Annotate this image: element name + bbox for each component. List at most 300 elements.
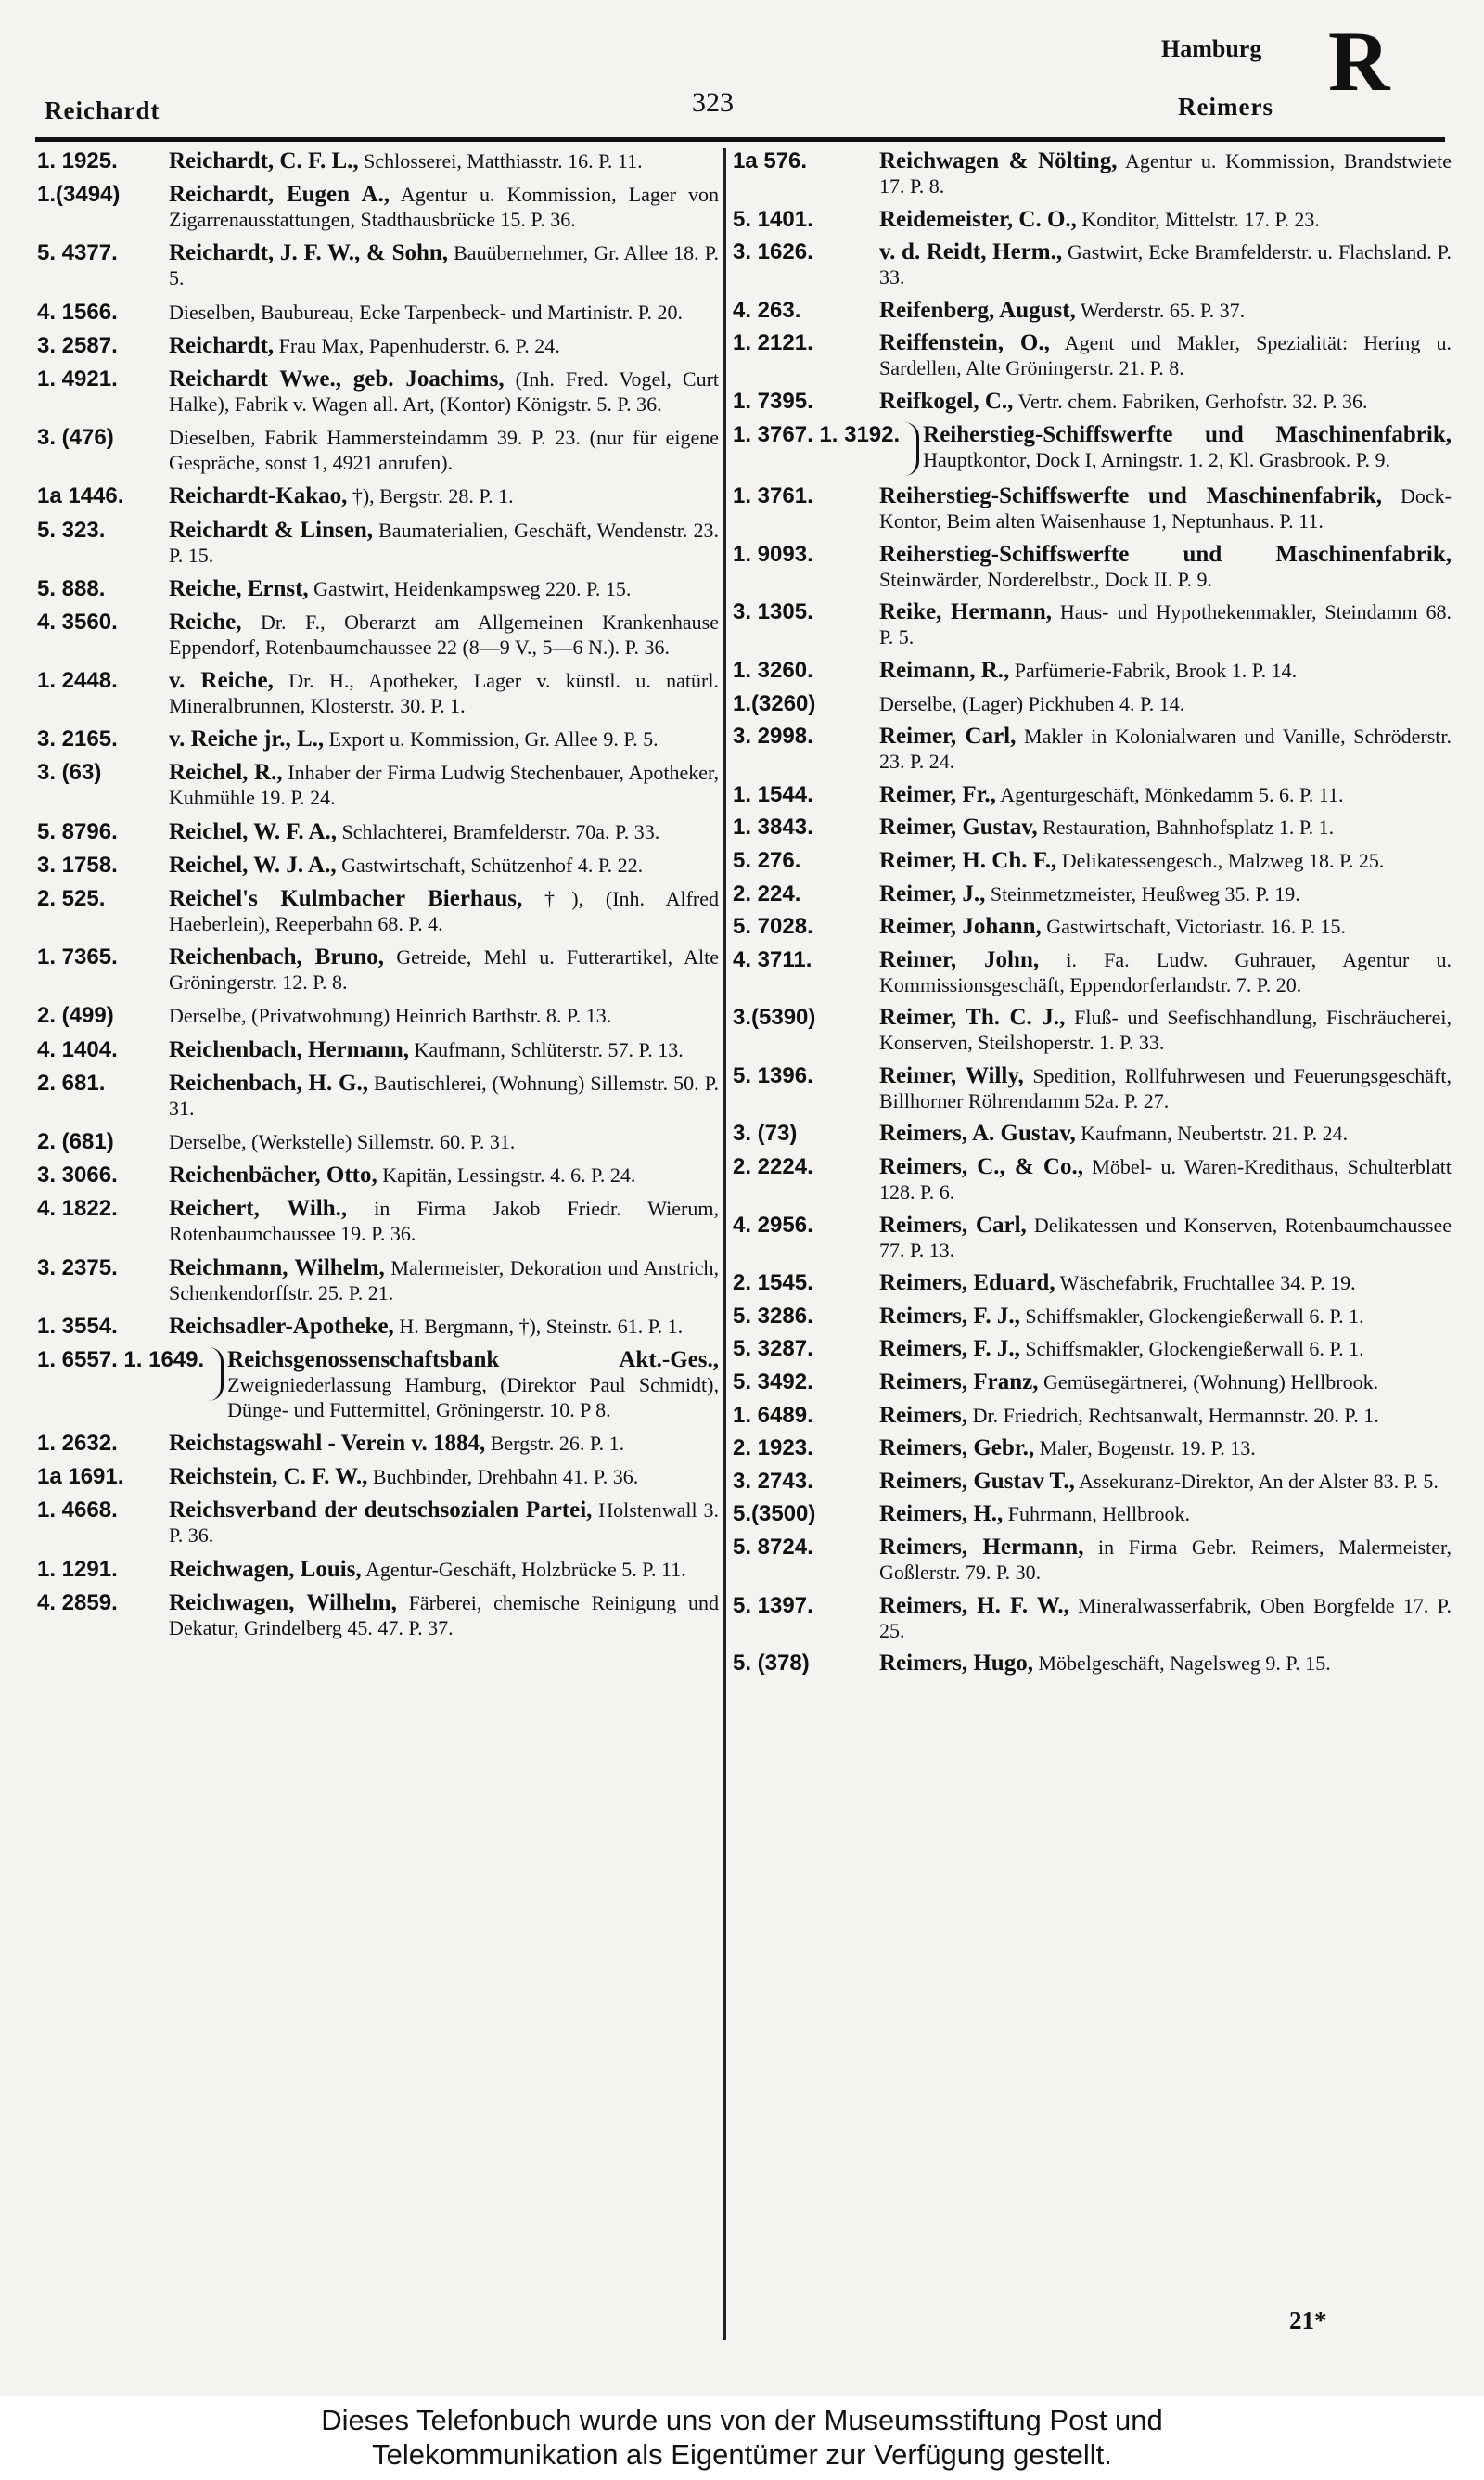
phone-number: 2. 1545.	[733, 1270, 813, 1296]
entry-name: Reifenberg, August,	[879, 297, 1076, 323]
entry-details: Kaufmann, Schlüterstr. 57. P. 13.	[409, 1037, 684, 1061]
footer-line-2: Telekommunikation als Eigentümer zur Verfügung gestellt.	[372, 2438, 1112, 2471]
phone-number: 3. 2375.	[37, 1254, 118, 1280]
entry-details: Holstenwall 3. P. 36.	[169, 1498, 719, 1548]
phone-number: 5. 3492.	[733, 1369, 813, 1395]
entry-details: Wäschefabrik, Fruchtallee 34. P. 19.	[1055, 1271, 1356, 1295]
entry-text	[879, 483, 1452, 533]
entry-name: Reichenbach, Bruno,	[169, 944, 385, 970]
directory-entry	[37, 819, 719, 844]
directory-entry	[733, 1270, 1452, 1295]
entry-text	[169, 1129, 719, 1154]
entry-text	[169, 1196, 719, 1246]
entry-text	[879, 239, 1452, 289]
entry-name: Reichel, R.,	[169, 760, 283, 786]
entry-name: Reichel, W. J. A.,	[169, 852, 337, 878]
entry-text	[169, 1590, 719, 1640]
phone-number: 2. (681)	[37, 1128, 114, 1154]
entry-name: Reichsgenossenschaftsbank Akt.-Ges.,	[227, 1346, 719, 1372]
entry-details: Schiffsmakler, Glockengießerwall 6. P. 1.	[1019, 1304, 1364, 1328]
directory-entry	[733, 1121, 1452, 1146]
directory-entry	[37, 576, 719, 601]
entry-name: Reimers, Gustav T.,	[879, 1468, 1075, 1494]
entry-name: Reimers, H. F. W.,	[879, 1592, 1069, 1618]
directory-entry	[37, 1003, 719, 1028]
phone-number: 3. 2998.	[733, 724, 813, 750]
directory-entry	[733, 239, 1452, 289]
phone-number: 1. 9093.	[733, 541, 813, 567]
directory-entry	[733, 298, 1452, 323]
entry-name: Reiherstieg-Schiffswerfte und Maschinenfabrik,	[923, 421, 1452, 447]
directory-entry	[37, 726, 719, 752]
phone-number: 1. 2121.	[733, 330, 813, 356]
entry-details: Dr. H., Apotheker, Lager v. künstl. u. natürl. Mineralbrunnen, Klosterstr. 30. P. 1.	[169, 669, 719, 718]
phone-number: 3.(5390)	[733, 1005, 816, 1031]
directory-entry	[733, 848, 1452, 873]
phone-number: 1.(3494)	[37, 182, 121, 208]
entry-details: Makler in Kolonialwaren und Vanille, Schröderstr. 23. P. 24.	[879, 725, 1452, 774]
entry-name: Reimer, Th. C. J.,	[879, 1005, 1066, 1031]
entry-text	[879, 1005, 1452, 1055]
entry-details: Agenturgeschäft, Mönkedamm 5. 6. P. 11.	[995, 782, 1344, 806]
entry-text	[879, 1154, 1452, 1204]
entry-text	[879, 881, 1452, 906]
entry-name: Reike, Hermann,	[879, 599, 1053, 625]
entry-details: Vertr. chem. Fabriken, Gerhofstr. 32. P. 36.	[1013, 389, 1368, 413]
phone-number: 5. 888.	[37, 575, 106, 601]
entry-details: Konditor, Mittelstr. 17. P. 23.	[1076, 207, 1320, 231]
entry-text	[879, 724, 1452, 774]
entry-text	[879, 389, 1452, 414]
entry-name: Reiche, Ernst,	[169, 575, 309, 601]
entry-text	[169, 610, 719, 660]
entry-details: H. Bergmann, †), Steinstr. 61. P. 1.	[393, 1314, 684, 1338]
entry-details: Dock-Kontor, Beim alten Waisenhause 1, Neptunhaus. P. 11.	[879, 484, 1452, 533]
entry-name: Reichert, Wilh.,	[169, 1196, 348, 1222]
entry-details: Kapitän, Lessingstr. 4. 6. P. 24.	[377, 1163, 636, 1188]
entry-name: Reimer, John,	[879, 946, 1040, 972]
entry-details: Möbelgeschäft, Nagelsweg 9. P. 15.	[1032, 1651, 1331, 1676]
entry-details: Agent und Makler, Spezialität: Hering u. Sardellen, Alte Gröningerstr. 21. P. 8.	[879, 331, 1452, 380]
entry-name: Reimers, Hermann,	[879, 1535, 1084, 1560]
directory-entry	[733, 483, 1452, 533]
phone-number: 5. 3287.	[733, 1336, 813, 1362]
entry-text	[879, 658, 1452, 683]
entry-text	[169, 425, 719, 475]
entry-details: Dr. Friedrich, Rechtsanwalt, Hermannstr. 20. P. 1.	[967, 1403, 1379, 1427]
entry-text	[169, 1314, 719, 1339]
grouping-brace	[900, 422, 919, 476]
phone-number: 5. 323.	[37, 517, 106, 543]
directory-entry	[733, 207, 1452, 232]
phone-number: 3. 1758.	[37, 852, 118, 878]
entry-text	[227, 1347, 719, 1422]
phone-number: 2. (499)	[37, 1003, 114, 1029]
entry-text	[169, 853, 719, 878]
phone-number: 3. 2587.	[37, 332, 118, 358]
entry-name: Reimers, F. J.,	[879, 1303, 1020, 1329]
entry-details: Spedition, Rollfuhrwesen und Feuerungsgeschäft, Billhorner Röhrendamm 52a. P. 27.	[879, 1063, 1452, 1112]
directory-entry	[37, 425, 719, 475]
directory-entry	[37, 366, 719, 417]
phone-number: 2. 224.	[733, 880, 801, 906]
phone-number: 3. 1305.	[733, 599, 813, 625]
phone-number: 5. 3286.	[733, 1303, 813, 1329]
entry-details: Bauübernehmer, Gr. Allee 18. P. 5.	[169, 241, 719, 290]
entry-details: Fluß- und Seefischhandlung, Fischräucherei, Konserven, Steilshoperstr. 1. P. 33.	[879, 1006, 1452, 1055]
entry-text	[169, 1557, 719, 1582]
directory-entry	[733, 1435, 1452, 1460]
entry-text	[879, 207, 1452, 232]
entry-details: Schlachterei, Bramfelderstr. 70a. P. 33.	[337, 819, 660, 843]
entry-name: Reichardt, C. F. L.,	[169, 148, 359, 173]
entry-details: Werderstr. 65. P. 37.	[1075, 298, 1246, 322]
phone-number: 1. 3554.	[37, 1313, 118, 1339]
phone-number: 1. 7365.	[37, 944, 118, 970]
directory-entry	[733, 1369, 1452, 1394]
entry-name: Reimer, H. Ch. F.,	[879, 847, 1057, 873]
directory-entry	[733, 1213, 1452, 1263]
entry-name: Reimers, Eduard,	[879, 1270, 1055, 1296]
phone-number: 1. 2448.	[37, 668, 118, 694]
entry-text	[169, 819, 719, 844]
phone-number: 5. 4377.	[37, 240, 118, 266]
directory-entry	[733, 1535, 1452, 1585]
entry-name: Reichstagswahl - Verein v. 1884,	[169, 1431, 486, 1457]
entry-details: Dr. F., Oberarzt am Allgemeinen Krankenhause Eppendorf, Rotenbaumchaussee 22 (8—9 V., 5—6 N.). P. 36.	[169, 610, 719, 659]
phone-number: 4. 1404.	[37, 1036, 118, 1062]
phone-number: 5. 8724.	[733, 1535, 813, 1560]
directory-entry	[37, 1255, 719, 1305]
phone-number: 2. 2224.	[733, 1154, 813, 1180]
entry-details: Mineralwasserfabrik, Oben Borgfelde 17. P. 25.	[879, 1593, 1452, 1642]
directory-entry	[37, 1071, 719, 1121]
entry-name: Reichenbach, Hermann,	[169, 1036, 410, 1062]
grouping-brace	[204, 1347, 224, 1401]
directory-entry	[37, 240, 719, 290]
entry-details: Fuhrmann, Hellbrook.	[1003, 1502, 1190, 1526]
entry-text	[879, 1369, 1452, 1394]
entry-details: Agentur-Geschäft, Holzbrücke 5. P. 11.	[361, 1557, 686, 1581]
entry-text	[169, 300, 719, 325]
entry-name: Reimer, J.,	[879, 880, 986, 906]
phone-number: 1. 4921.	[37, 366, 118, 392]
entry-name: Reichstein, C. F. W.,	[169, 1464, 368, 1490]
entry-details: Dieselben, Fabrik Hammersteindamm 39. P. 23. (nur für eigene Gespräche, sonst 1, 4921 anrufen).	[169, 426, 719, 475]
directory-entry	[733, 389, 1452, 414]
entry-text	[169, 1431, 719, 1456]
directory-entry	[733, 1593, 1452, 1643]
right-column	[733, 148, 1452, 1684]
entry-text	[169, 1255, 719, 1305]
directory-entry	[37, 610, 719, 660]
entry-name: Reimers, Gebr.,	[879, 1435, 1035, 1461]
entry-details: Maler, Bogenstr. 19. P. 13.	[1034, 1436, 1256, 1460]
phone-number: 2. 525.	[37, 886, 106, 911]
entry-text	[879, 1501, 1452, 1526]
entry-name: Reimers, C., & Co.,	[879, 1154, 1083, 1180]
phone-number: 5. (378)	[733, 1651, 810, 1677]
phone-number: 1. 1544.	[733, 781, 813, 807]
entry-text	[879, 848, 1452, 873]
entry-details: Gastwirtschaft, Schützenhof 4. P. 22.	[336, 853, 644, 877]
entry-name: Reichsadler-Apotheke,	[169, 1313, 394, 1339]
entry-text	[169, 1497, 719, 1548]
entry-details: Steinmetzmeister, Heußweg 35. P. 19.	[985, 881, 1300, 906]
directory-entry	[37, 1347, 719, 1422]
entry-name: Reimer, Willy,	[879, 1062, 1024, 1088]
entry-name: Reiherstieg-Schiffswerfte und Maschinenfabrik,	[879, 483, 1383, 509]
directory-entry	[37, 944, 719, 995]
entry-name: Reimer, Gustav,	[879, 815, 1038, 841]
phone-number: 1. 4668.	[37, 1497, 118, 1523]
directory-entry	[37, 1196, 719, 1246]
entry-details: Gastwirt, Heidenkampsweg 220. P. 15.	[308, 576, 632, 600]
entry-name: Reimers, Franz,	[879, 1369, 1039, 1395]
entry-text	[879, 1403, 1452, 1428]
entry-text	[169, 1037, 719, 1062]
right-catchword: Reimers	[1178, 93, 1273, 121]
entry-name: Reichwagen, Louis,	[169, 1556, 362, 1582]
entry-details: Agentur u. Kommission, Lager von Zigarrenausstattungen, Stadthausbrücke 15. P. 36.	[169, 183, 719, 232]
directory-entry	[37, 1129, 719, 1154]
entry-details: Gastwirtschaft, Victoriastr. 16. P. 15.	[1041, 915, 1347, 939]
entry-details: (Inh. Fred. Vogel, Curt Halke), Fabrik v. Wagen all. Art, (Kontor) Königstr. 5. P. 36.	[169, 366, 720, 416]
phone-number: 3. 1626.	[733, 239, 813, 265]
directory-entry	[37, 1314, 719, 1339]
entry-name: v. Reiche,	[169, 668, 274, 694]
entry-text	[169, 148, 719, 173]
phone-number: 3. 3066.	[37, 1163, 118, 1189]
phone-number: 4. 263.	[733, 297, 801, 323]
entry-details: Parfümerie-Fabrik, Brook 1. P. 14.	[1009, 658, 1298, 682]
page-signature: 21*	[1289, 2307, 1327, 2334]
phone-number: 3. (63)	[37, 760, 102, 786]
directory-entry	[37, 333, 719, 358]
entry-name: Reimers, A. Gustav,	[879, 1121, 1076, 1147]
entry-name: Reiherstieg-Schiffswerfte und Maschinenfabrik,	[879, 541, 1452, 567]
entry-details: Gemüsegärtnerei, (Wohnung) Hellbrook.	[1038, 1370, 1379, 1394]
phone-number: 1.(3260)	[733, 690, 816, 716]
phone-number: 1. 1291.	[37, 1556, 118, 1582]
directory-entry	[733, 1469, 1452, 1494]
directory-entry	[37, 148, 719, 173]
directory-entry	[37, 483, 719, 508]
directory-entry	[37, 760, 719, 810]
entry-details: †), (Inh. Alfred Haeberlein), Reeperbahn 68. P. 4.	[169, 887, 719, 935]
phone-number: 5. 1396.	[733, 1062, 813, 1088]
left-column	[37, 148, 719, 1649]
header-rule	[35, 137, 1445, 142]
directory-entry	[37, 1590, 719, 1640]
entry-text	[879, 330, 1452, 380]
entry-details: Getreide, Mehl u. Futterartikel, Alte Gröningerstr. 12. P. 8.	[169, 945, 719, 995]
section-letter: R	[1328, 14, 1390, 109]
entry-details: Bergstr. 26. P. 1.	[485, 1432, 625, 1456]
entry-name: v. d. Reidt, Herm.,	[879, 239, 1063, 265]
entry-name: Reimer, Carl,	[879, 724, 1017, 750]
entry-name: Reiffenstein, O.,	[879, 330, 1050, 356]
directory-entry	[733, 724, 1452, 774]
entry-details: Dieselben, Baubureau, Ecke Tarpenbeck- und Martinistr. P. 20.	[169, 300, 684, 324]
entry-details: Agentur u. Kommission, Brandstwiete 17. P. 8.	[879, 149, 1452, 198]
directory-entry	[37, 1557, 719, 1582]
phone-number: 1. 6489.	[733, 1402, 813, 1428]
phone-number: 3. (73)	[733, 1121, 798, 1147]
entry-text	[879, 1270, 1452, 1295]
directory-entry	[37, 1497, 719, 1548]
entry-name: Reichenbächer, Otto,	[169, 1163, 377, 1189]
entry-name: Reichwagen, Wilhelm,	[169, 1589, 397, 1615]
directory-entry	[733, 691, 1452, 716]
entry-details: i. Fa. Ludw. Guhrauer, Agentur u. Kommissionsgeschäft, Eppendorferlandstr. 7. P. 20.	[879, 947, 1452, 996]
entry-text	[879, 148, 1452, 199]
entry-text	[879, 542, 1452, 592]
entry-name: Reichsverband der deutschsozialen Partei,	[169, 1497, 593, 1523]
column-divider	[723, 148, 726, 2340]
entry-text	[879, 599, 1452, 649]
phone-number: 2. 681.	[37, 1070, 106, 1096]
entry-text	[879, 1304, 1452, 1329]
directory-entry	[733, 542, 1452, 592]
entry-name: Reichardt Wwe., geb. Joachims,	[169, 366, 505, 392]
entry-text	[169, 1163, 719, 1188]
directory-entry	[733, 148, 1452, 199]
phone-number: 1. 2632.	[37, 1431, 118, 1457]
phone-number: 1. 3843.	[733, 815, 813, 841]
entry-name: Reichardt-Kakao,	[169, 483, 348, 509]
entry-text	[169, 668, 719, 718]
entry-text	[169, 944, 719, 995]
entry-details: Derselbe, (Privatwohnung) Heinrich Barthstr. 8. P. 13.	[169, 1004, 612, 1028]
entry-text	[879, 914, 1452, 939]
phone-number: 1. 6557. 1. 1649.	[37, 1346, 205, 1372]
entry-name: Reichwagen & Nölting,	[879, 148, 1118, 173]
entry-name: Reichenbach, H. G.,	[169, 1070, 368, 1096]
directory-entry	[733, 658, 1452, 683]
directory-entry	[37, 853, 719, 878]
entry-text	[169, 760, 719, 810]
directory-entry	[733, 1005, 1452, 1055]
phone-number: 5. 1397.	[733, 1592, 813, 1618]
phone-number: 3. 2165.	[37, 726, 118, 752]
entry-details: in Firma Jakob Friedr. Wierum, Rotenbaumchaussee 19. P. 36.	[169, 1197, 720, 1246]
directory-entry	[37, 1163, 719, 1188]
directory-entry	[733, 1336, 1452, 1361]
entry-details: Export u. Kommission, Gr. Allee 9. P. 5.	[324, 727, 659, 752]
directory-entry	[37, 668, 719, 718]
phone-number: 5. 1401.	[733, 206, 813, 232]
entry-name: Reichardt, J. F. W., & Sohn,	[169, 240, 449, 266]
entry-details: Restauration, Bahnhofsplatz 1. P. 1.	[1037, 816, 1335, 840]
entry-name: Reimer, Fr.,	[879, 781, 996, 807]
entry-text	[169, 333, 719, 358]
entry-text	[879, 1336, 1452, 1361]
entry-details: in Firma Gebr. Reimers, Malermeister, Goßlerstr. 79. P. 30.	[879, 1536, 1452, 1584]
entry-text	[169, 1464, 719, 1489]
entry-details: Färberei, chemische Reinigung und Dekatur, Grindelberg 45. 47. P. 37.	[169, 1590, 719, 1639]
entry-text	[879, 691, 1452, 716]
entry-details: Assekuranz-Direktor, An der Alster 83. P. 5.	[1074, 1469, 1439, 1493]
entry-details: Derselbe, (Lager) Pickhuben 4. P. 14.	[879, 691, 1185, 715]
entry-name: Reiche,	[169, 609, 242, 635]
directory-entry	[733, 330, 1452, 380]
phone-number: 4. 2956.	[733, 1212, 813, 1238]
entry-details: Bautischlerei, (Wohnung) Sillemstr. 50. P. 31.	[169, 1071, 719, 1120]
phone-number: 5. 7028.	[733, 914, 813, 940]
entry-name: Reichardt,	[169, 332, 275, 358]
entry-name: Reimers,	[879, 1402, 968, 1428]
entry-details: Frau Max, Papenhuderstr. 6. P. 24.	[274, 333, 560, 357]
directory-entry	[37, 1037, 719, 1062]
left-catchword: Reichardt	[45, 96, 160, 124]
entry-text	[169, 726, 719, 752]
phone-number: 1. 3260.	[733, 657, 813, 683]
entry-name: Reichmann, Wilhelm,	[169, 1254, 385, 1280]
directory-entry	[733, 1063, 1452, 1113]
entry-text	[879, 815, 1452, 840]
entry-name: Reimers, Carl,	[879, 1212, 1027, 1238]
city-heading: Hamburg	[1161, 35, 1262, 62]
entry-text	[879, 1469, 1452, 1494]
directory-entry	[733, 1403, 1452, 1428]
entry-name: Reichel, W. F. A.,	[169, 818, 338, 844]
entry-text	[879, 1213, 1452, 1263]
entry-name: Reimer, Johann,	[879, 914, 1042, 940]
entry-text	[169, 366, 719, 417]
entry-details: Gastwirt, Ecke Bramfelderstr. u. Flachsland. P. 33.	[879, 240, 1452, 289]
entry-text	[879, 298, 1452, 323]
entry-text	[169, 1071, 719, 1121]
entry-details: Zweigniederlassung Hamburg, (Direktor Paul Schmidt), Dünge- und Futtermittel, Gröningerstr. 10. P 8.	[227, 1372, 719, 1421]
entry-name: Reichel's Kulmbacher Bierhaus,	[169, 886, 523, 911]
entry-name: Reimers, H.,	[879, 1501, 1004, 1527]
entry-text	[879, 782, 1452, 807]
phone-number: 1. 1925.	[37, 148, 118, 173]
entry-details: Derselbe, (Werkstelle) Sillemstr. 60. P. 31.	[169, 1129, 516, 1153]
entry-text	[879, 1435, 1452, 1460]
entry-text	[879, 1121, 1452, 1146]
phone-number: 5.(3500)	[733, 1501, 816, 1527]
entry-text	[169, 576, 719, 601]
phone-number: 2. 1923.	[733, 1435, 813, 1461]
phone-number: 1a 1691.	[37, 1464, 124, 1490]
entry-name: Reidemeister, C. O.,	[879, 206, 1077, 232]
directory-entry	[37, 300, 719, 325]
page-number: 323	[692, 87, 734, 118]
phone-number: 1. 3767. 1. 3192.	[733, 421, 901, 447]
directory-entry	[733, 782, 1452, 807]
entry-details: Delikatessengesch., Malzweg 18. P. 25.	[1056, 848, 1385, 872]
entry-text	[169, 518, 719, 568]
entry-text	[879, 1063, 1452, 1113]
directory-entry	[37, 1464, 719, 1489]
entry-details: Kaufmann, Neubertstr. 21. P. 24.	[1075, 1122, 1349, 1146]
directory-entry	[733, 947, 1452, 997]
entry-details: Inhaber der Firma Ludwig Stechenbauer, Apotheker, Kuhmühle 19. P. 24.	[169, 761, 720, 810]
entry-name: Reichardt & Linsen,	[169, 517, 373, 543]
directory-entry	[37, 182, 719, 232]
phone-number: 4. 1566.	[37, 299, 118, 325]
phone-number: 3. (476)	[37, 425, 114, 451]
phone-number: 4. 2859.	[37, 1589, 118, 1615]
phone-number: 4. 3711.	[733, 946, 812, 972]
phone-number: 4. 1822.	[37, 1196, 118, 1222]
phone-number: 5. 276.	[733, 847, 801, 873]
entry-name: Reifkogel, C.,	[879, 388, 1014, 414]
directory-entry	[37, 518, 719, 568]
directory-entry	[37, 886, 719, 936]
